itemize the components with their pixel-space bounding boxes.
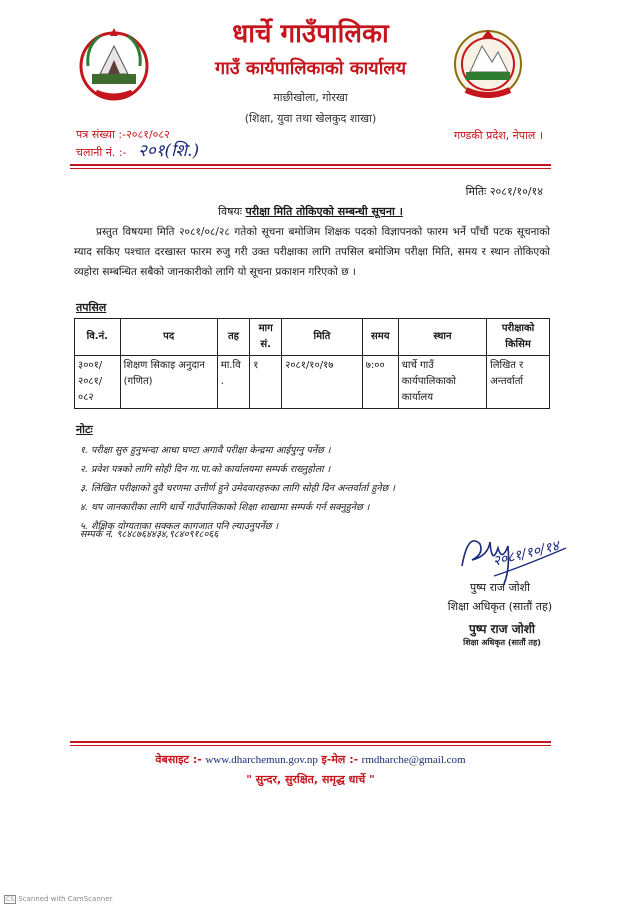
dispatch-number: २०१(शि.) [138, 141, 200, 161]
scanner-watermark [4, 895, 112, 904]
scanner-text: Scanned with CamScanner [18, 895, 113, 903]
letter-date: मितिः २०८१/१०/१४ [465, 185, 543, 198]
col-header: परीक्षाको किसिम [487, 319, 550, 356]
stamp-name: पुष्प राज जोशी [468, 622, 536, 636]
subject-prefix: विषयः [218, 205, 243, 218]
subject-line [0, 204, 621, 219]
website-label: वेबसाइट :- [155, 753, 202, 766]
footer-contact [0, 752, 621, 767]
cell-exam-type: लिखित र अन्तर्वार्ता [487, 356, 550, 409]
letter-number: पत्र संख्या :-२०८१/०८२ [76, 128, 170, 141]
contact-numbers: सम्पर्क नं. ९८४८७६४४३४,९८४०९१८०६६ [80, 529, 219, 540]
cell-time: ७:०० [362, 356, 398, 409]
schedule-table [74, 318, 550, 409]
office-title: गाउँ कार्यपालिकाको कार्यालय [214, 58, 407, 79]
col-header: समय [362, 319, 398, 356]
footer-divider-thin [70, 745, 551, 746]
municipality-title: धार्चे गाउँपालिका [232, 19, 389, 49]
col-header: वि.नं. [75, 319, 121, 356]
cell-date: २०८१/१०/१७ [282, 356, 363, 409]
camscanner-icon: CS [6, 896, 14, 903]
signatory-designation: शिक्षा अधिकृत (सातौं तह) [447, 600, 553, 613]
col-header: मिति [282, 319, 363, 356]
schedule-label: तपसिल [76, 301, 107, 314]
cell-demand: १ [250, 356, 282, 409]
table-row [75, 356, 550, 409]
signature-date: २०८१/१०/१४ [491, 538, 561, 570]
note-item: १. परीक्षा सुरु हुनुभन्दा आधा घण्टा अगावै परीक्षा केन्द्रमा आईपुग्नु पर्नेछ । [80, 445, 331, 456]
header-divider-thin [70, 168, 551, 169]
province: गण्डकी प्रदेश, नेपाल । [454, 129, 543, 142]
note-item: ४. थप जानकारीका लागि धार्चे गाउँपालिकाको शिक्षा शाखामा सम्पर्क गर्न सक्नुहुनेछ । [80, 502, 370, 513]
col-header: माग सं. [250, 319, 282, 356]
footer-divider [70, 741, 551, 743]
name-stamp [448, 620, 556, 648]
dispatch-label: चलानी नं. :- [76, 146, 127, 159]
subject-text: परीक्षा मिति तोकिएको सम्बन्धी सूचना । [245, 205, 403, 218]
note-item: ३. लिखित परीक्षाको दुवै चरणमा उत्तीर्ण हुने उमेदवारहरुका लागि सोही दिन अन्तर्वार्ता हुनेछ । [80, 483, 395, 494]
col-header: स्थान [398, 319, 486, 356]
email-link[interactable]: rmdharche@gmail.com [361, 754, 466, 766]
email-label: इ-मेल :- [321, 753, 359, 766]
notes-label: नोटः [76, 423, 93, 436]
cell-post: शिक्षण सिकाइ अनुदान (गणित) [120, 356, 217, 409]
signatory-block [430, 578, 570, 616]
col-header: तह [217, 319, 249, 356]
note-item: ५. शैक्षिक योग्यताका सक्कल कागजात पनि ल्याउनुपर्नेछ । [80, 521, 279, 532]
cell-serial: ३००१/ २०८१/ ०८२ [75, 356, 121, 409]
header-divider [70, 164, 551, 166]
office-location: माछीखोला, गोरखा [273, 91, 348, 104]
cell-level: मा.वि . [217, 356, 249, 409]
notice-body: प्रस्तुत विषयमा मिति २०८१/०८/२८ गतेको सूचना बमोजिम शिक्षक पदको विज्ञापनको फारम भर्ने पाँचौं पटक सूचनाको म्याद सकिए पश्चात दरखास्त फारम रुजु गरी उक्त परीक्षाका लागि तपसिल बमोजिम परीक्षा मिति, समय र स्थान तोकिएको व्यहोरा सम्बन्धित सबैको जानकारीको लागि यो सूचना प्रकाशन गरिएको छ । [74, 226, 550, 278]
table-header-row [75, 319, 550, 356]
note-item: २. प्रवेश पत्रको लागि सोही दिन गा.पा.को कार्यालयमा सम्पर्क राख्नुहोला । [80, 464, 331, 475]
cell-venue: धार्चे गाउँ कार्यपालिकाको कार्यालय [398, 356, 486, 409]
motto: " सुन्दर, सुरक्षित, समृद्ध धार्चे " [246, 773, 375, 786]
notes-list [80, 441, 395, 536]
stamp-title: शिक्षा अधिकृत (सातौं तह) [463, 638, 541, 647]
section-name: (शिक्षा, युवा तथा खेलकुद शाखा) [244, 112, 377, 125]
col-header: पद [120, 319, 217, 356]
signatory-name: पुष्प राज जोशी [470, 581, 530, 594]
website-link[interactable]: www.dharchemun.gov.np [205, 754, 318, 766]
